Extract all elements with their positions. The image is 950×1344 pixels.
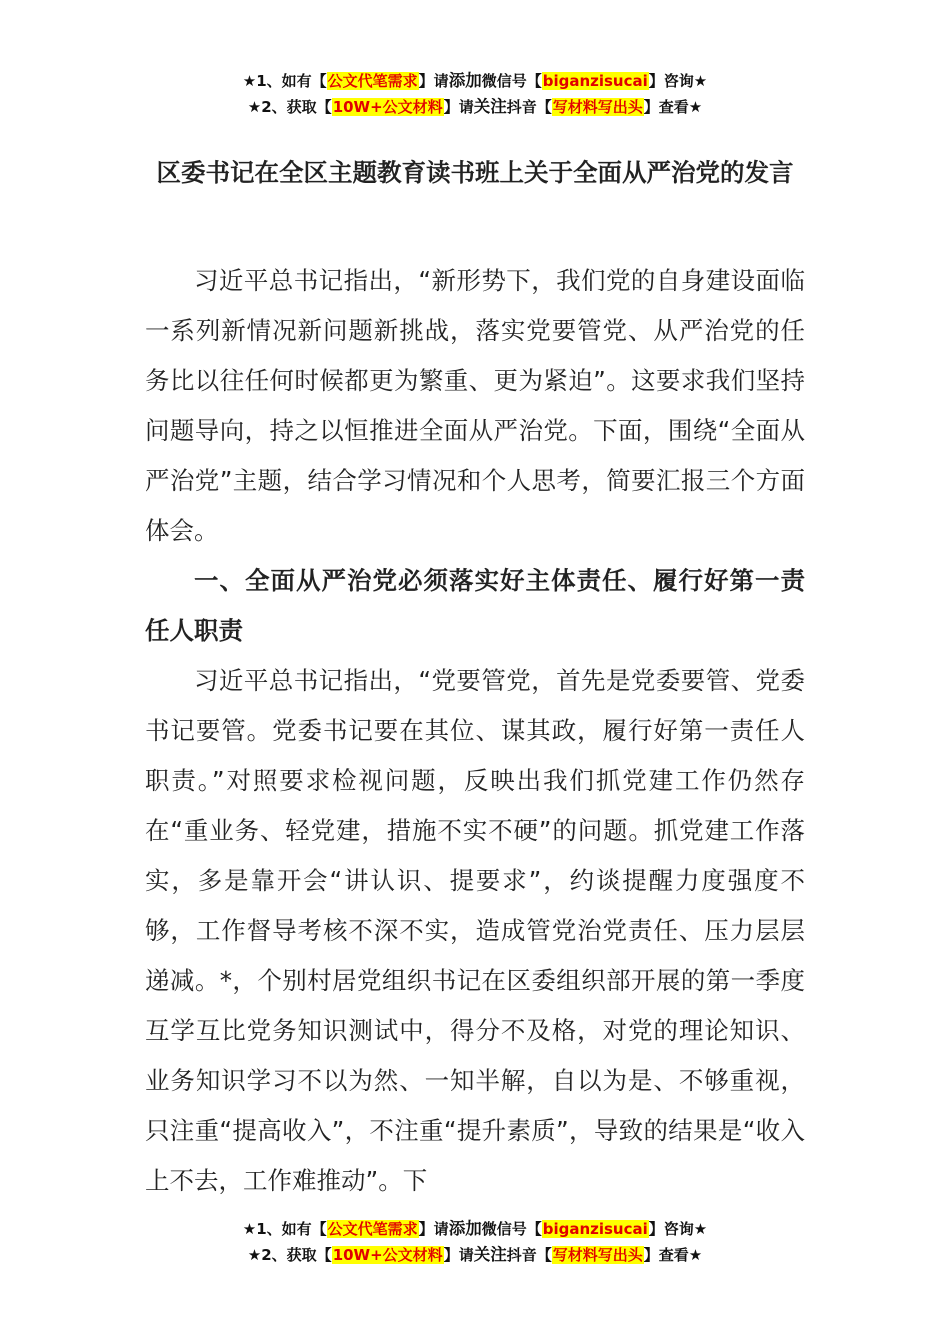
promo-banner-top — [0, 68, 950, 120]
promo-highlight: 公文代笔需求 — [327, 72, 418, 90]
promo-emphasis: 关注 — [473, 1245, 507, 1264]
promo-text: 】咨询★ — [648, 72, 708, 90]
promo-text: 抖音【 — [506, 98, 552, 116]
promo-emphasis: 添加 — [448, 1219, 482, 1238]
promo-wechat-id: biganzisucai — [542, 72, 648, 90]
promo-highlight: 10W+公文材料 — [332, 1246, 443, 1264]
promo-text: 微信号【 — [481, 1220, 542, 1238]
section-heading: 一、全面从严治党必须落实好主体责任、履行好第一责任人职责 — [145, 566, 805, 645]
promo-wechat-id: biganzisucai — [542, 1220, 648, 1238]
promo-text: 】咨询★ — [648, 1220, 708, 1238]
promo-text: 】查看★ — [643, 1246, 703, 1264]
body-paragraph: 习近平总书记指出，“党要管党，首先是党委要管、党委书记要管。党委书记要在其位、谋其政，履行好第一责任人职责。”对照要求检视问题，反映出我们抓党建工作仍然存在“重业务、轻党建，措施不实不硬”的问题。抓党建工作落实，多是靠开会“讲认识、提要求”，约谈提醒力度强度不够，工作督导考核不深不实，造成管党治党责任、压力层层递减。*，个别村居党组织书记在区委组织部开展的第一季度互学互比党务知识测试中，得分不及格，对党的理论知识、业务知识学习不以为然、一知半解，自以为是、不够重视，只注重“提高收入”，不注重“提升素质”，导致的结果是“收入上不去，工作难推动”。下 — [145, 666, 805, 1195]
promo-douyin-id: 写材料写出头 — [552, 98, 643, 116]
promo-line-1 — [0, 68, 950, 94]
body-paragraph: 习近平总书记指出，“新形势下，我们党的自身建设面临一系列新情况新问题新挑战，落实党要管党、从严治党的任务比以往任何时候都更为繁重、更为紧迫”。这要求我们坚持问题导向，持之以恒推进全面从严治党。下面，围绕“全面从严治党”主题，结合学习情况和个人思考，简要汇报三个方面体会。 — [145, 266, 805, 545]
promo-text: ★2、获取【 — [247, 98, 332, 116]
promo-text: 】请 — [443, 1246, 474, 1264]
document-title: 区委书记在全区主题教育读书班上关于全面从严治党的发言 — [156, 158, 794, 187]
promo-text: ★1、如有【 — [242, 1220, 327, 1238]
promo-text: ★2、获取【 — [247, 1246, 332, 1264]
promo-text: 抖音【 — [506, 1246, 552, 1264]
promo-text: 】请 — [443, 98, 474, 116]
promo-douyin-id: 写材料写出头 — [552, 1246, 643, 1264]
promo-text: 】请 — [418, 72, 449, 90]
promo-emphasis: 添加 — [448, 71, 482, 90]
promo-text: 】请 — [418, 1220, 449, 1238]
promo-text: ★1、如有【 — [242, 72, 327, 90]
promo-text: 微信号【 — [481, 72, 542, 90]
promo-text: 】查看★ — [643, 98, 703, 116]
promo-line-2 — [0, 94, 950, 120]
promo-line-2 — [0, 1242, 950, 1268]
promo-emphasis: 关注 — [473, 97, 507, 116]
promo-banner-bottom — [0, 1216, 950, 1268]
document-body — [145, 256, 805, 1206]
promo-highlight: 公文代笔需求 — [327, 1220, 418, 1238]
promo-line-1 — [0, 1216, 950, 1242]
promo-highlight: 10W+公文材料 — [332, 98, 443, 116]
